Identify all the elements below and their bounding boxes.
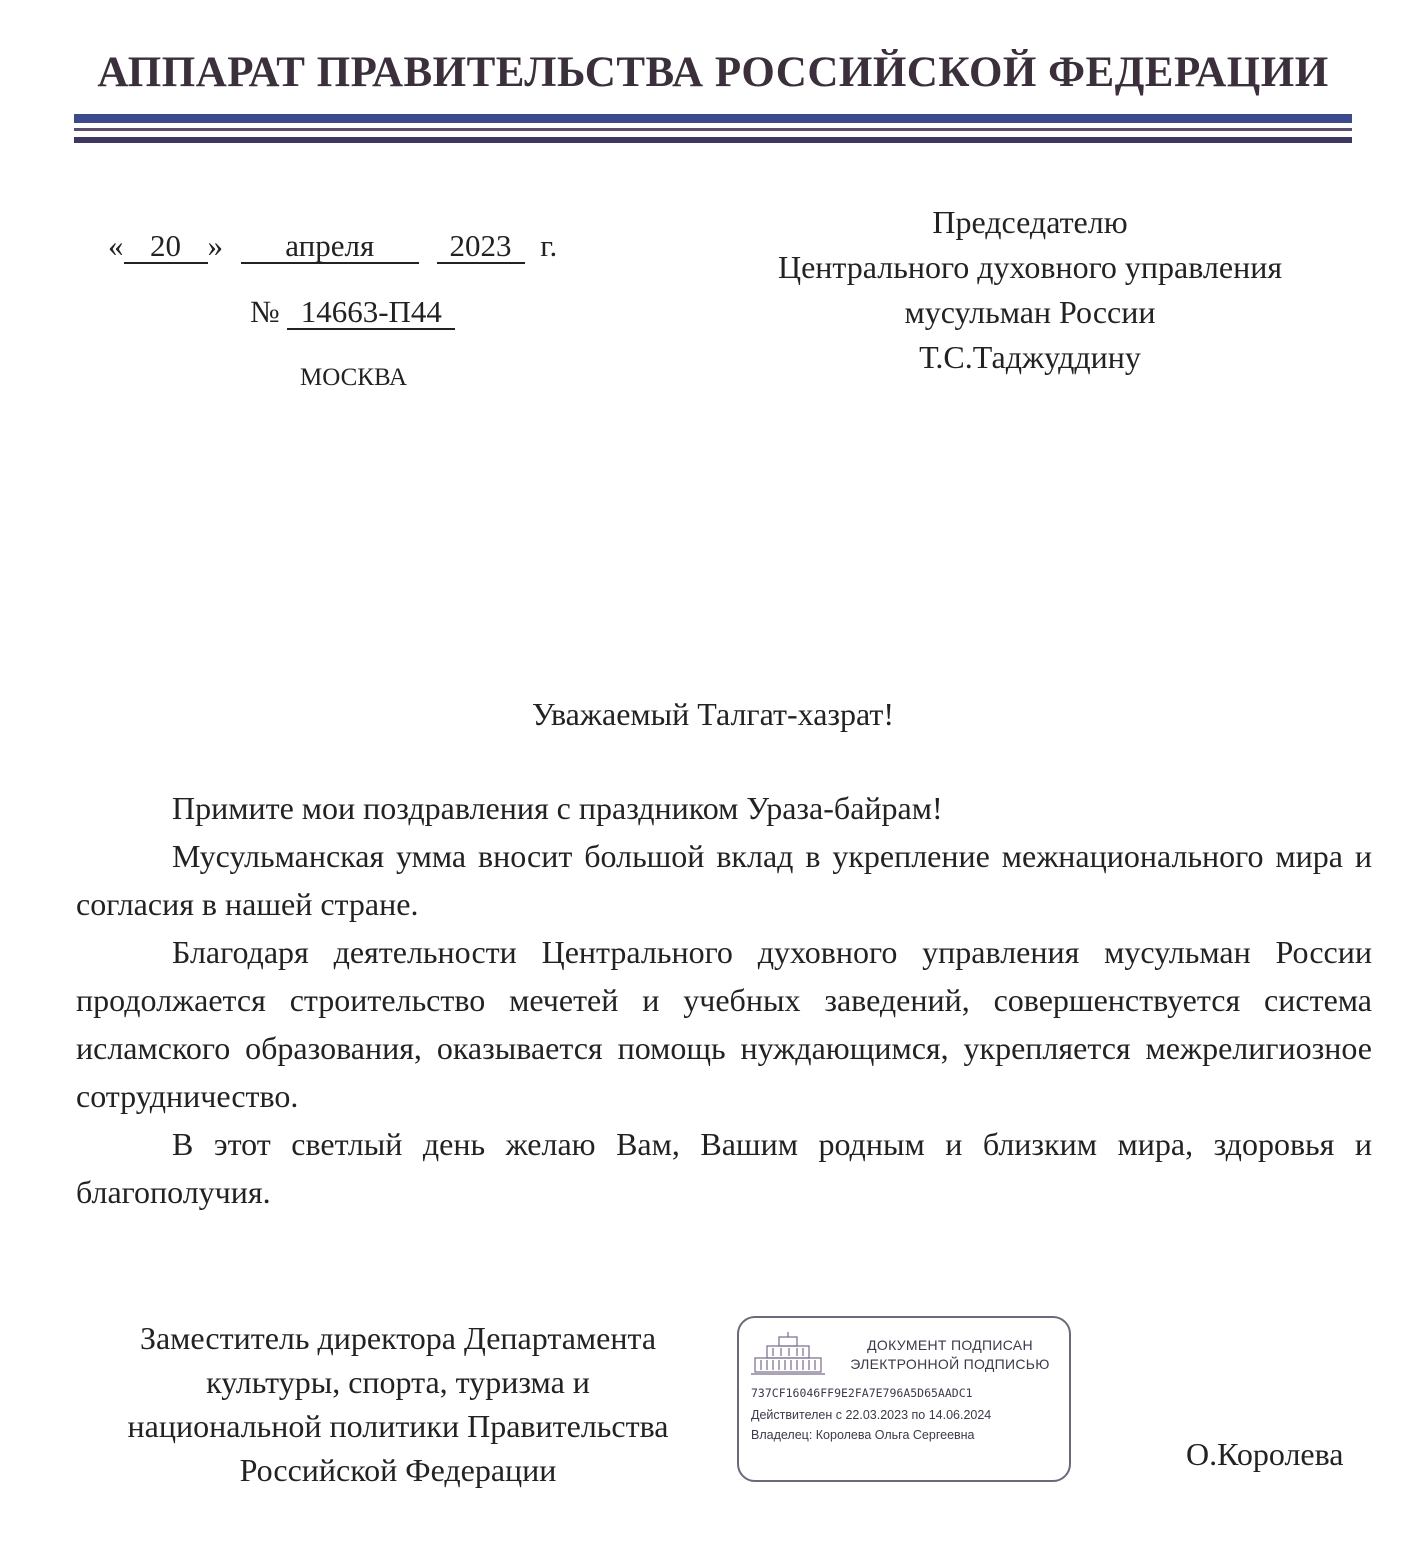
- document-number: [250, 294, 455, 330]
- letterhead-rule-bottom: [74, 137, 1352, 143]
- letterhead-rule-top: [74, 114, 1352, 123]
- date-year: 2023: [437, 230, 525, 264]
- date-close-quote: »: [207, 228, 223, 263]
- position-line: Заместитель директора Департамента: [139, 1320, 657, 1356]
- stamp-heading-line: ЭЛЕКТРОННОЙ ПОДПИСЬЮ: [850, 1356, 1050, 1372]
- addressee-line: Председателю: [932, 204, 1128, 240]
- addressee-line: Т.С.Таджуддину: [919, 339, 1141, 375]
- government-building-icon: [751, 1332, 825, 1376]
- number-value: 14663-П44: [287, 296, 455, 330]
- document-date: [108, 228, 557, 264]
- body-paragraph: Мусульманская умма вносит большой вклад в укрепление межнационального мира и согласия в нашей стране.: [76, 838, 1372, 922]
- number-prefix: №: [250, 294, 280, 329]
- signatory-name: О.Королева: [1186, 1436, 1344, 1472]
- date-year-suffix: г.: [540, 228, 558, 263]
- stamp-owner: Владелец: Королева Ольга Сергеевна: [751, 1428, 975, 1442]
- body-paragraph: В этот светлый день желаю Вам, Вашим родным и близким мира, здоровья и благополучия.: [76, 1126, 1372, 1210]
- date-open-quote: «: [108, 228, 124, 263]
- addressee-block: [720, 200, 1340, 380]
- signatory-position: [78, 1316, 718, 1492]
- salutation: Уважаемый Талгат-хазрат!: [531, 696, 895, 732]
- date-month: апреля: [241, 230, 419, 264]
- electronic-signature-stamp: [737, 1316, 1071, 1482]
- stamp-certificate-id: 737CF16046FF9E2FA7E796A5D65AADC1: [751, 1386, 973, 1400]
- position-line: национальной политики Правительства: [127, 1408, 669, 1444]
- stamp-validity: Действителен с 22.03.2023 по 14.06.2024: [751, 1408, 992, 1422]
- body-paragraph: Примите мои поздравления с праздником Ураза-байрам!: [172, 790, 943, 826]
- letterhead-rule-middle: [74, 128, 1352, 131]
- position-line: культуры, спорта, туризма и: [206, 1364, 590, 1400]
- date-day: 20: [124, 230, 208, 264]
- addressee-line: Центрального духовного управления: [777, 249, 1283, 285]
- stamp-heading-line: ДОКУМЕНТ ПОДПИСАН: [867, 1337, 1033, 1353]
- document-city: МОСКВА: [300, 364, 408, 391]
- letter-body: [76, 784, 1372, 1216]
- addressee-line: мусульман России: [904, 294, 1156, 330]
- position-line: Российской Федерации: [239, 1452, 557, 1488]
- letterhead-title: АППАРАТ ПРАВИТЕЛЬСТВА РОССИЙСКОЙ ФЕДЕРАЦИИ: [97, 49, 1329, 96]
- body-paragraph: Благодаря деятельности Центрального духовного управления мусульман России продолжается строительство мечетей и учебных заведений, совершенствуется система исламского образования, оказывается помощь нуждающимся, укрепляется межрелигиозное сотрудничество.: [76, 934, 1372, 1114]
- stamp-heading: [835, 1336, 1065, 1374]
